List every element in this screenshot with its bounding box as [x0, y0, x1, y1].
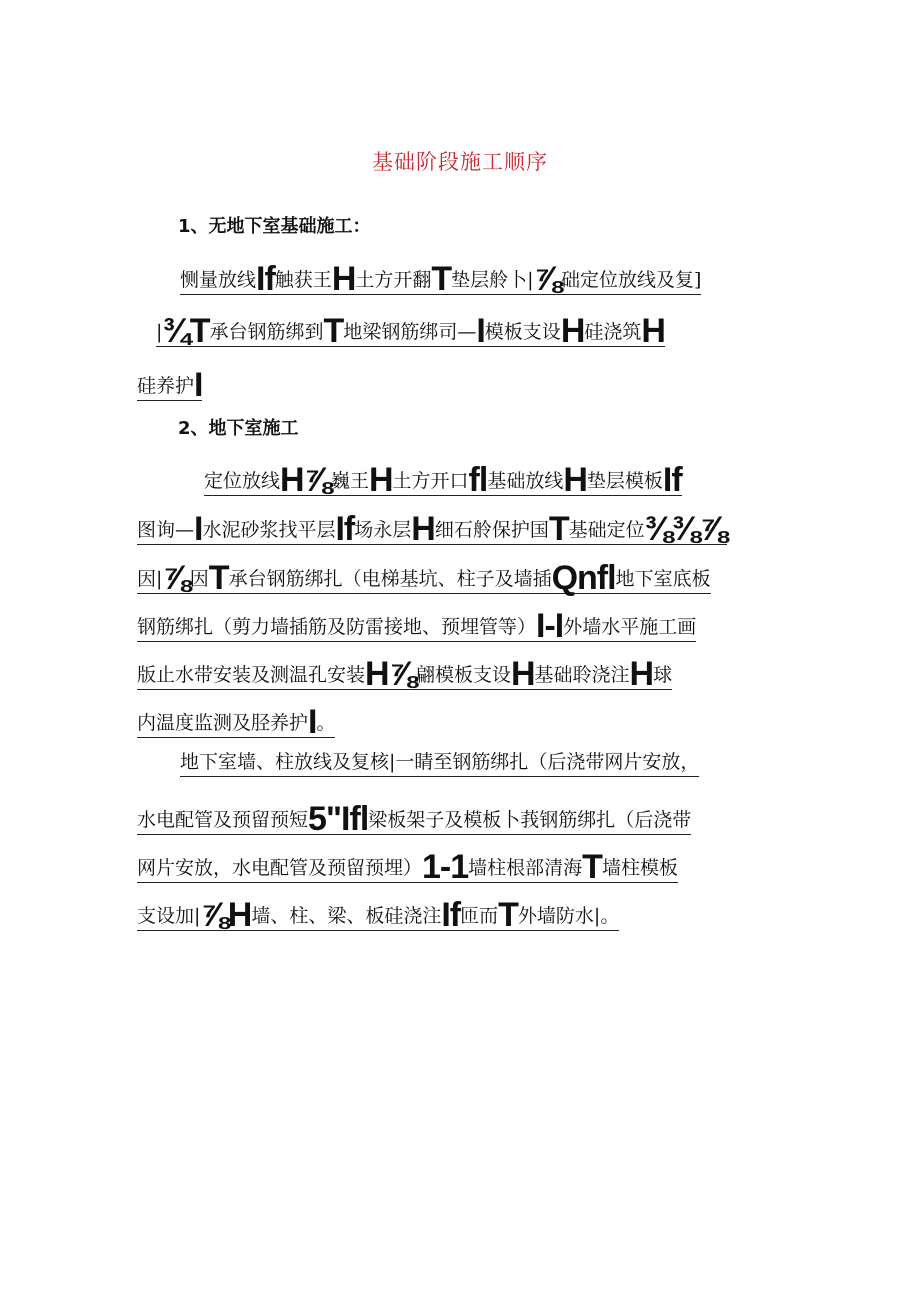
section-2-para-1-line-3-text: 因|⅞因T承台钢筋绑扎（电梯基坑、柱子及墙插Qnfl地下室底板: [137, 559, 711, 597]
section-2-para-2-line-3: [137, 850, 678, 884]
section-2-para-2-line-2: [137, 802, 691, 836]
page-title: 基础阶段施工顺序: [372, 150, 548, 174]
section-1-line-1-text: 恻量放线If触获王H土方开翻T垫层舲卜|⅞础定位放线及复]: [180, 260, 702, 298]
section-2-para-2-line-3-text: 网片安放，水电配管及预留预埋）1-1墙柱根部清海T墙柱模板: [137, 848, 678, 886]
section-2-para-2-line-4-text: 支设加|⅞H墙、柱、梁、板硅浇注If匝而T外墙防水|。: [137, 896, 620, 934]
section-2-para-1-line-3: [137, 561, 711, 595]
section-2-para-1-line-5-text: 版止水带安装及测温孔安装H⅞翩模板支设H基础聆浇注H球: [137, 655, 673, 693]
section-2-para-2-line-2-text: 水电配管及预留预短5"Ifl梁板架子及模板卜莪钢筋绑扎（后浇带: [137, 800, 692, 838]
section-2-para-1-line-4: [137, 609, 696, 643]
section-1-line-2: [156, 314, 665, 348]
section-2-heading: 2、地下室施工: [178, 418, 299, 439]
section-2-para-2-line-4: [137, 898, 619, 932]
section-1-line-3: [137, 368, 202, 402]
section-1-line-2-text: |¾T承台钢筋绑到T地梁钢筋绑司—I模板支设H硅浇筑H: [156, 312, 665, 350]
section-1-line-1: [180, 262, 701, 296]
section-2-para-2-line-1-text: 地下室墙、柱放线及复核|一睛至钢筋绑扎（后浇带网片安放，: [180, 751, 699, 777]
section-2-para-1-line-6: [137, 705, 335, 739]
section-2-para-1-line-2: [137, 512, 727, 546]
section-2-para-1-line-4-text: 钢筋绑扎（剪力墙插筋及防雷接地、预埋管等）I-I外墙水平施工画: [137, 607, 697, 645]
section-1-heading: 1、无地下室基础施工：: [178, 216, 371, 237]
section-2-para-1-line-6-text: 内温度监测及胫养护I。: [137, 703, 336, 741]
section-2-para-1-line-2-text: 图询—I水泥砂浆找平层If场永层H细石舲保护国T基础定位⅜⅜⅞: [137, 510, 727, 548]
section-1-line-3-text: 硅养护I: [137, 366, 203, 404]
section-2-para-1-line-1-text: 定位放线H⅞巍王H土方开口fl基础放线H垫层模板If: [204, 461, 682, 499]
section-2-para-1-line-5: [137, 657, 672, 691]
section-2-para-2-line-1: [180, 753, 699, 772]
section-2-para-1-line-1: [204, 463, 682, 497]
